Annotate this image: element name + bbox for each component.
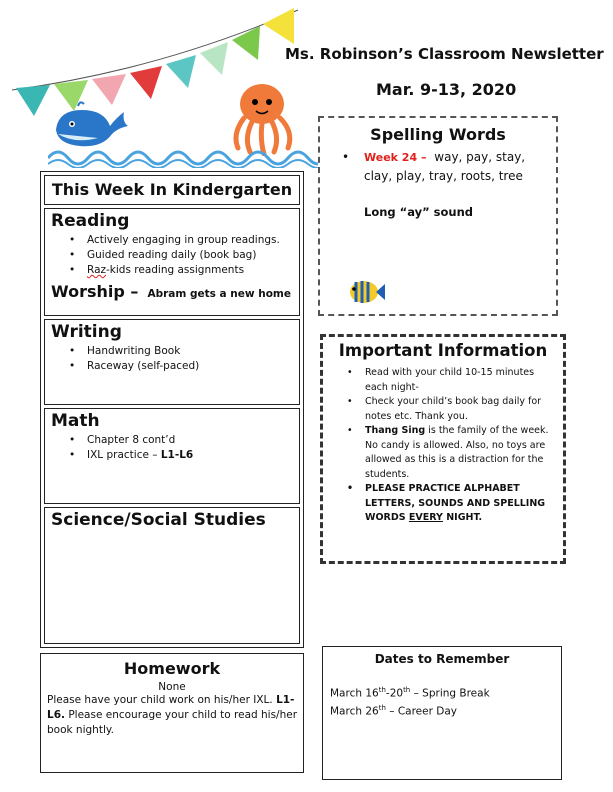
reading-list bbox=[45, 233, 299, 278]
list-item: • Chapter 8 cont’d bbox=[69, 433, 299, 448]
practice-text: PLEASE PRACTICE ALPHABET LETTERS, SOUNDS AND SPELLING WORDS bbox=[365, 483, 546, 523]
spelling-words-line1: way, pay, stay, bbox=[434, 150, 526, 164]
date-suffix: th bbox=[378, 686, 386, 694]
date-text: -20 bbox=[385, 687, 404, 700]
science-section bbox=[44, 507, 300, 644]
spelling-title: Spelling Words bbox=[370, 125, 506, 144]
list-item: • Read with your child 10-15 minutes each night- bbox=[347, 366, 555, 395]
info-list bbox=[323, 366, 563, 526]
math-section bbox=[44, 408, 300, 504]
dates-title: Dates to Remember bbox=[374, 652, 510, 666]
reading-section bbox=[44, 208, 300, 316]
homework-ixl-level: L1-L6. bbox=[47, 694, 295, 721]
family-text: is the family of the week. No candy is allowed. Also, no toys are allowed as this is a distraction for the students. bbox=[365, 425, 549, 480]
writing-list bbox=[45, 344, 299, 374]
raz-text: Raz bbox=[87, 264, 107, 276]
list-item bbox=[347, 482, 555, 526]
date-suffix: th bbox=[378, 703, 386, 712]
week-title: This Week In Kindergarten bbox=[51, 180, 293, 199]
list-item bbox=[69, 448, 299, 463]
date-text: March 16 bbox=[330, 687, 379, 700]
week-title-box bbox=[44, 175, 300, 205]
date-event: – Career Day bbox=[385, 705, 457, 717]
family-name: Thang Sing bbox=[365, 425, 426, 436]
list-item: • Check your child’s book bag daily for notes etc. Thank you. bbox=[347, 395, 555, 424]
list-item: • Guided reading daily (book bag) bbox=[69, 248, 299, 263]
math-title: Math bbox=[51, 411, 100, 431]
spelling-sound: Long “ay” sound bbox=[364, 205, 474, 219]
newsletter-title: Ms. Robinson’s Classroom Newsletter bbox=[285, 45, 604, 63]
homework-text bbox=[41, 693, 303, 738]
important-info-box bbox=[320, 334, 566, 564]
info-title: Important Information bbox=[338, 341, 548, 360]
list-item: • Raceway (self-paced) bbox=[69, 359, 299, 374]
night-text: NIGHT. bbox=[442, 512, 483, 523]
homework-box bbox=[40, 653, 304, 773]
ixl-level: L1-L6 bbox=[160, 449, 194, 461]
list-item: • Actively engaging in group readings. bbox=[69, 233, 299, 248]
octopus-icon bbox=[228, 78, 300, 156]
list-item: • Handwriting Book bbox=[69, 344, 299, 359]
reading-title: Reading bbox=[51, 211, 130, 231]
homework-title: Homework bbox=[123, 659, 221, 678]
dates-box bbox=[322, 646, 562, 780]
date-suffix: th bbox=[403, 686, 411, 694]
homework-text-a: Please have your child work on his/her IXL. bbox=[47, 694, 277, 706]
spelling-words bbox=[320, 148, 556, 186]
date-text: March 26 bbox=[330, 705, 379, 717]
every-text: EVERY bbox=[408, 512, 443, 523]
writing-title: Writing bbox=[51, 322, 122, 342]
worship-line bbox=[45, 278, 299, 301]
newsletter-date: Mar. 9-13, 2020 bbox=[376, 80, 517, 99]
math-list bbox=[45, 433, 299, 463]
spelling-week: Week 24 – bbox=[364, 151, 427, 164]
list-item bbox=[347, 424, 555, 482]
date-item bbox=[323, 704, 561, 718]
fish-icon bbox=[346, 276, 386, 308]
list-item bbox=[69, 263, 299, 278]
spelling-words-line2: clay, play, tray, roots, tree bbox=[364, 169, 523, 183]
date-event: – Spring Break bbox=[410, 687, 490, 700]
spelling-box bbox=[318, 116, 558, 316]
date-item bbox=[323, 686, 561, 700]
worship-text: Abram gets a new home bbox=[147, 288, 291, 300]
worship-title: Worship – bbox=[51, 282, 139, 301]
science-title: Science/Social Studies bbox=[51, 510, 266, 530]
ixl-text: IXL practice – bbox=[87, 449, 161, 461]
writing-section bbox=[44, 319, 300, 405]
waves-illustration bbox=[48, 146, 318, 168]
whale-icon bbox=[50, 100, 130, 152]
bullet: • bbox=[342, 150, 350, 164]
raz-rest-text: -kids reading assignments bbox=[106, 264, 245, 276]
homework-none: None bbox=[158, 681, 186, 693]
homework-text-c: Please encourage your child to read his/her book nightly. bbox=[47, 709, 298, 736]
